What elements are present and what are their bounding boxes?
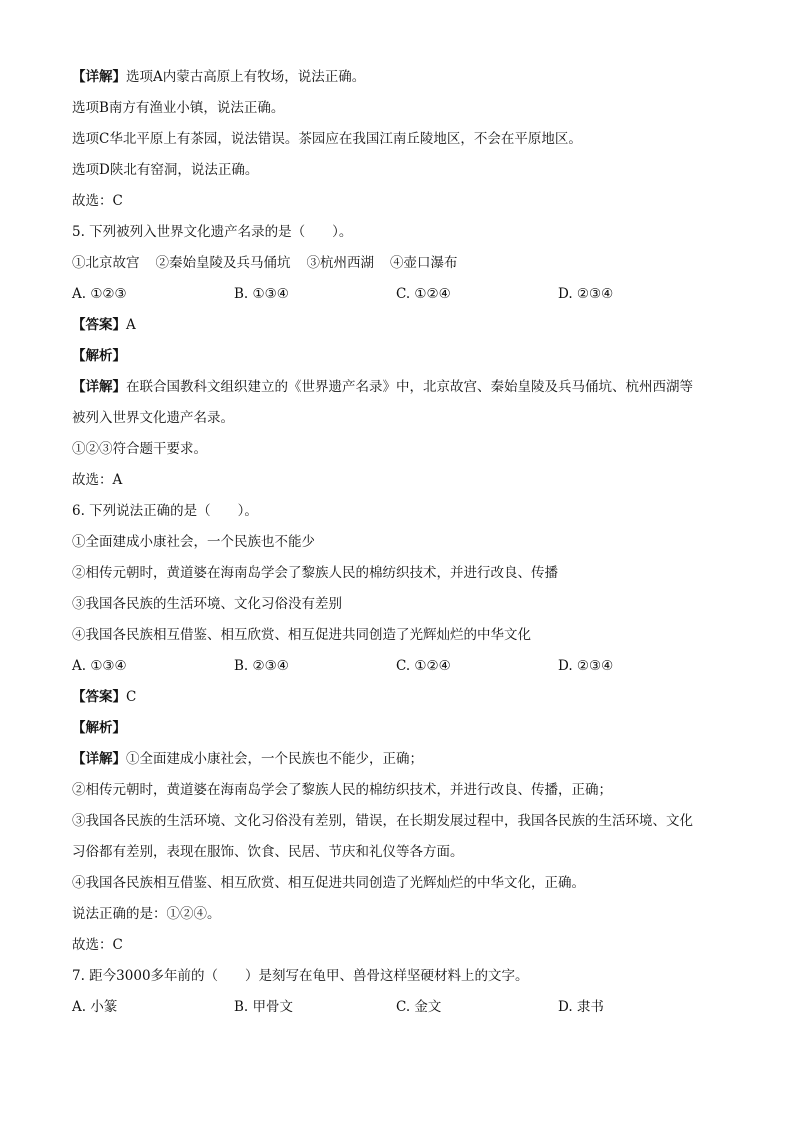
q5-option-d: D. ②③④	[558, 286, 614, 302]
q7-option-b: B. 甲骨文	[234, 999, 294, 1015]
q6-choice: 故选：C	[72, 937, 123, 953]
detail-tag: 【详解】	[72, 379, 126, 395]
q7-option-a: A. 小篆	[72, 999, 118, 1015]
q6-detail-line4: 习俗都有差别，表现在服饰、饮食、民居、节庆和礼仪等各方面。	[72, 844, 464, 860]
q7-options	[72, 992, 732, 1023]
q6-option-b: B. ②③④	[234, 658, 289, 674]
q5-analysis-tag: 【解析】	[72, 348, 126, 364]
q6-stem: 6. 下列说法正确的是（ ）。	[72, 503, 258, 519]
q6-option-c: C. ①②④	[396, 658, 451, 674]
q6-detail-line2: ②相传元朝时，黄道婆在海南岛学会了黎族人民的棉纺织技术，并进行改良、传播，正确；	[72, 782, 612, 798]
q6-statement-3: ③我国各民族的生活环境、文化习俗没有差别	[72, 596, 342, 612]
q5-stem: 5. 下列被列入世界文化遗产名录的是（ ）。	[72, 224, 353, 240]
q5-answer: A	[126, 317, 136, 333]
q5-options	[72, 279, 732, 310]
q6-statement-2: ②相传元朝时，黄道婆在海南岛学会了黎族人民的棉纺织技术，并进行改良、传播	[72, 565, 558, 581]
q6-options	[72, 651, 732, 682]
q6-option-a: A. ①③④	[72, 658, 127, 674]
q6-statement-4: ④我国各民族相互借鉴、相互欣赏、相互促进共同创造了光辉灿烂的中华文化	[72, 627, 531, 643]
q4-choice: 故选：C	[72, 193, 123, 209]
q4-line-c: 选项C华北平原上有茶园，说法错误。茶园应在我国江南丘陵地区，不会在平原地区。	[72, 131, 582, 147]
q5-detail-line1	[72, 372, 732, 403]
q6-detail-line6: 说法正确的是：①②④。	[72, 906, 221, 922]
q4-detail-text: 选项A内蒙古高原上有牧场，说法正确。	[126, 69, 366, 85]
q5-items	[72, 248, 732, 279]
q6-option-d: D. ②③④	[558, 658, 614, 674]
q7-option-d: D. 隶书	[558, 999, 604, 1015]
q5-option-a: A. ①②③	[72, 286, 127, 302]
q6-answer: C	[126, 689, 137, 705]
detail-tag: 【详解】	[72, 69, 126, 85]
q6-detail-line1	[72, 744, 732, 775]
answer-tag: 【答案】	[72, 689, 126, 705]
q5-item: ②秦始皇陵及兵马俑坑	[155, 255, 291, 271]
q5-detail-text: 在联合国教科文组织建立的《世界遗产名录》中，北京故宫、秦始皇陵及兵马俑坑、杭州西湖等	[126, 379, 693, 395]
q5-detail-line3: ①②③符合题干要求。	[72, 441, 207, 457]
q6-detail-line5: ④我国各民族相互借鉴、相互欣赏、相互促进共同创造了光辉灿烂的中华文化，正确。	[72, 875, 585, 891]
q5-option-b: B. ①③④	[234, 286, 289, 302]
q5-item: ④壶口瀑布	[390, 255, 458, 271]
q6-detail-line3: ③我国各民族的生活环境、文化习俗没有差别，错误，在长期发展过程中，我国各民族的生活环境、文化	[72, 813, 693, 829]
q5-detail-line2: 被列入世界文化遗产名录。	[72, 410, 234, 426]
q4-detail-line	[72, 62, 732, 93]
q7-option-c: C. 金文	[396, 999, 442, 1015]
q5-answer-line	[72, 310, 732, 341]
q6-statement-1: ①全面建成小康社会，一个民族也不能少	[72, 534, 315, 550]
q5-item: ③杭州西湖	[306, 255, 374, 271]
q5-option-c: C. ①②④	[396, 286, 451, 302]
q5-item: ①北京故宫	[72, 255, 140, 271]
detail-tag: 【详解】	[72, 751, 126, 767]
answer-tag: 【答案】	[72, 317, 126, 333]
q4-line-b: 选项B南方有渔业小镇，说法正确。	[72, 100, 285, 116]
q6-detail-text: ①全面建成小康社会，一个民族也不能少，正确；	[126, 751, 423, 767]
q4-line-d: 选项D陕北有窑洞，说法正确。	[72, 162, 259, 178]
q6-answer-line	[72, 682, 732, 713]
q6-analysis-tag: 【解析】	[72, 720, 126, 736]
q7-stem: 7. 距今3000多年前的（ ）是刻写在龟甲、兽骨这样坚硬材料上的文字。	[72, 968, 529, 984]
document-page	[72, 62, 732, 1023]
q5-choice: 故选：A	[72, 472, 123, 488]
